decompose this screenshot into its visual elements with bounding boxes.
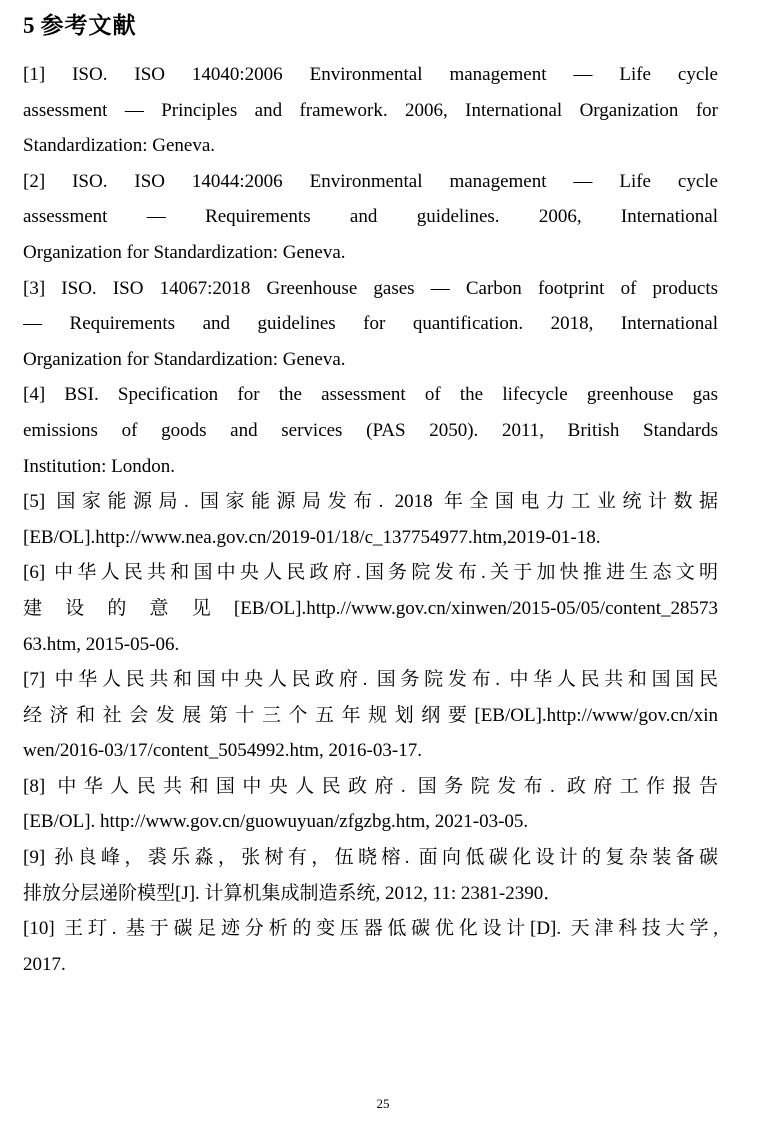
reference-line: [7] 中华人民共和国中央人民政府. 国务院发布. 中华人民共和国国民 — [23, 669, 718, 691]
reference-line: [4] BSI. Specification for the assessment of the lifecycle greenhouse gas — [23, 384, 718, 406]
reference-line: 2017. — [23, 953, 66, 975]
reference-line: [5] 国家能源局. 国家能源局发布. 2018 年全国电力工业统计数据 — [23, 491, 718, 513]
reference-line: [EB/OL]. http://www.gov.cn/guowuyuan/zfgzbg.htm, 2021-03-05. — [23, 811, 529, 833]
reference-line: [9] 孙良峰，裘乐淼，张树有，伍晓榕. 面向低碳化设计的复杂装备碳 — [23, 847, 718, 869]
reference-6 — [23, 555, 718, 662]
reference-9 — [23, 840, 718, 911]
reference-line: [8] 中华人民共和国中央人民政府. 国务院发布. 政府工作报告 — [23, 775, 718, 797]
reference-7 — [23, 662, 718, 769]
reference-8 — [23, 769, 718, 840]
reference-4 — [23, 377, 718, 484]
reference-line: emissions of goods and services (PAS 2050). 2011, British Standards — [23, 419, 718, 441]
section-title: 参考文献 — [40, 13, 137, 38]
page-number: 25 — [376, 1096, 390, 1111]
reference-line: 排放分层递阶模型[J]. 计算机集成制造系统, 2012, 11: 2381-2390． — [23, 882, 563, 904]
reference-line: [10] 王玎. 基于碳足迹分析的变压器低碳优化设计[D]. 天津科技大学, — [23, 918, 718, 940]
reference-line: [1] ISO. ISO 14040:2006 Environmental management — Life cycle — [23, 64, 718, 85]
reference-line: [2] ISO. ISO 14044:2006 Environmental management — Life cycle — [23, 170, 718, 192]
reference-line: [6] 中华人民共和国中央人民政府.国务院发布.关于加快推进生态文明 — [23, 562, 718, 584]
reference-5 — [23, 484, 718, 555]
section-heading — [23, 8, 718, 44]
reference-line: — Requirements and guidelines for quantification. 2018, International — [23, 313, 718, 335]
reference-2 — [23, 164, 718, 271]
reference-3 — [23, 271, 718, 378]
reference-10 — [23, 911, 718, 982]
reference-list — [23, 57, 718, 982]
reference-line: Institution: London. — [23, 455, 175, 477]
reference-line: 63.htm, 2015-05-06. — [23, 633, 180, 655]
reference-line: assessment — Requirements and guidelines. 2006, International — [23, 206, 718, 228]
reference-line: wen/2016-03/17/content_5054992.htm, 2016-03-17. — [23, 740, 422, 762]
reference-line: [EB/OL].http://www.nea.gov.cn/2019-01/18/c_137754977.htm,2019-01-18. — [23, 526, 601, 548]
reference-line: Standardization: Geneva. — [23, 135, 216, 157]
reference-line: [3] ISO. ISO 14067:2018 Greenhouse gases — Carbon footprint of products — [23, 277, 718, 299]
reference-line: 建设的意见[EB/OL].http.//www.gov.cn/xinwen/2015-05/05/content_28573 — [23, 597, 718, 619]
reference-1 — [23, 57, 718, 164]
reference-line: Organization for Standardization: Geneva. — [23, 241, 346, 263]
reference-line: 经济和社会发展第十三个五年规划纲要[EB/OL].http://www/gov.cn/xin — [23, 704, 718, 726]
section-number: 5 — [23, 13, 35, 38]
reference-line: Organization for Standardization: Geneva. — [23, 348, 346, 370]
reference-line: assessment — Principles and framework. 2006, International Organization for — [23, 99, 718, 121]
